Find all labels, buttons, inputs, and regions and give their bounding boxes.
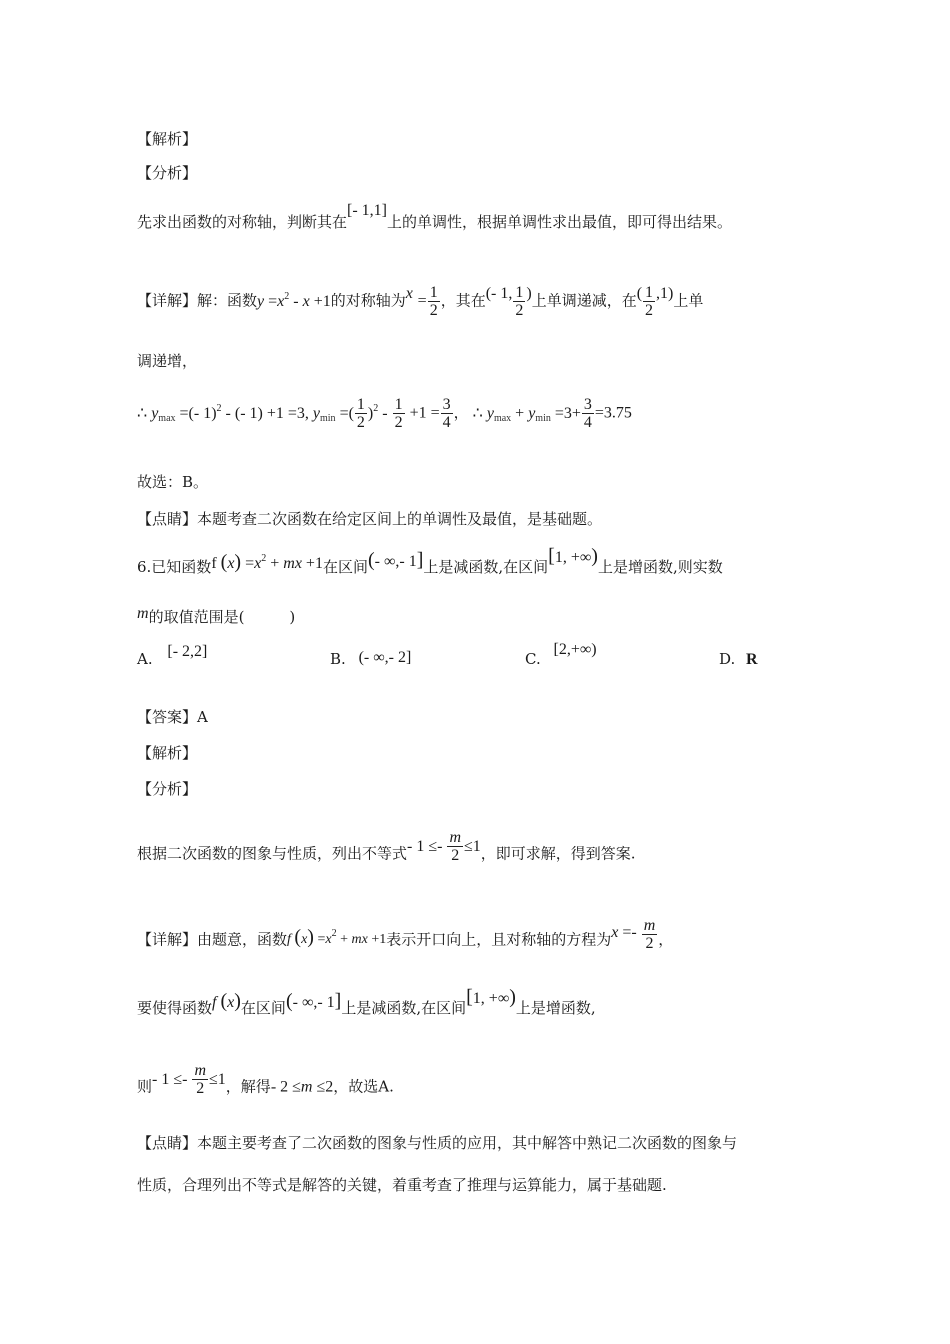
option-label: C. — [525, 650, 541, 668]
option-label: B. — [330, 650, 346, 668]
section-jiexi-2: 【解析】 — [137, 744, 198, 762]
math-interval-2: ( — [636, 284, 643, 302]
math-interval-dec: (- ∞,- 1] — [367, 549, 424, 571]
math-fraction: $\frac{1}{2}$ — [515, 284, 524, 319]
option-label: D. — [719, 650, 736, 668]
option-a[interactable] — [137, 643, 208, 669]
text: 根据二次函数的图象与性质，列出不等式 — [137, 844, 408, 863]
text: ，故选A. — [333, 1077, 394, 1096]
text: ，其在 — [440, 291, 486, 310]
text: 上是增函数,则实数 — [597, 558, 723, 576]
section-jiexi: 【解析】 — [137, 130, 198, 148]
option-b[interactable] — [330, 650, 411, 669]
text: 则 — [137, 1077, 153, 1096]
math-fraction: $\frac{m}{2}$ — [194, 1062, 207, 1097]
text: 表示开口向上，且对称轴的方程为 — [386, 930, 612, 949]
dianjing-2-line1: 【点睛】本题主要考查了二次函数的图象与性质的应用，其中解答中熟记二次函数的图象与 — [137, 1134, 738, 1152]
text: 的取值范围是( ) — [148, 608, 296, 626]
math-interval-inc: [1, +∞) — [466, 986, 516, 1008]
math-function: $y =x^2 - x +1$ — [257, 290, 331, 310]
option-label: A. — [137, 650, 153, 668]
math-fraction: $\frac{m}{2}$ — [643, 917, 656, 952]
fenxi-text: 先求出函数的对称轴，判断其在 — [137, 213, 348, 231]
math-fx: f $(x) =x^2$ + mx +1 — [287, 925, 387, 948]
text: 上是减函数,在区间 — [341, 999, 467, 1017]
math-interval-1: (- 1, — [485, 284, 513, 302]
math-interval: [- 1,1] — [347, 202, 387, 219]
option-value: [2,+∞) — [553, 641, 597, 658]
fenxi-paragraph — [137, 202, 733, 233]
option-d[interactable] — [719, 650, 758, 669]
option-c[interactable] — [525, 641, 597, 669]
question-6-stem — [137, 545, 723, 578]
xiangjie-paragraph: 【详解】解：函数$y =x^2 - x +1$的对称轴为x = $\frac{1}{2}$ ，其在(- 1, $\frac{1}{2}$ )上单调递减，在( $\frac{1}{2}$ ,1)上单 — [137, 284, 704, 319]
section-fenxi-2: 【分析】 — [137, 780, 198, 798]
math-fraction: $\frac{1}{2}$ — [394, 396, 403, 431]
yao-paragraph — [137, 986, 596, 1019]
math-m: m — [137, 605, 149, 622]
math-interval-dec: (- ∞,- 1] — [285, 990, 342, 1012]
math-fraction: $\frac{3}{4}$ — [442, 396, 451, 431]
math-interval-inc: [1, +∞) — [548, 545, 598, 567]
math-fraction: $\frac{m}{2}$ — [449, 829, 462, 864]
fenxi-paragraph-2: 根据二次函数的图象与性质，列出不等式- 1 ≤- $\frac{m}{2}$ ≤1，即可求解，得到答案. — [137, 829, 636, 864]
math-computation: ∴ $y_{max}$ =(- 1)$^2$ - (- 1) +1 =3, $y_{min}$ =( $\frac{1}{2}$ )$^2$ - $\frac{1}{2}$ +1 = $\frac{3}{4}$ ， ∴ $y_{max} + y_{min} =3+$ $\frac{3}{4}$ =3.75 — [137, 396, 632, 431]
text: 上是增函数, — [515, 999, 596, 1017]
option-value: R — [746, 651, 758, 668]
text: ， — [658, 930, 674, 949]
xiangjie-paragraph-2: 【详解】由题意，函数f $(x) =x^2$ + mx +1表示开口向上，且对称轴的方程为x =- $\frac{m}{2}$ ， — [137, 917, 674, 952]
text: 在区间 — [240, 999, 286, 1017]
question-6-line2 — [137, 607, 295, 628]
math-ineq: - 1 ≤- — [152, 1070, 192, 1088]
ze-paragraph: 则- 1 ≤- $\frac{m}{2}$ ≤1，解得- 2 ≤m ≤2，故选A. — [137, 1062, 394, 1097]
section-fenxi: 【分析】 — [137, 164, 198, 182]
math-fraction: $\frac{3}{4}$ — [583, 396, 592, 431]
text: 解：函数 — [197, 291, 258, 310]
fenxi-text-tail: 上的单调性，根据单调性求出最值，即可得出结果。 — [387, 213, 733, 231]
math-fraction: $\frac{1}{2}$ — [356, 396, 365, 431]
guxuan: 故选：B。 — [137, 473, 209, 491]
dianjing-2-line2: 性质，合理列出不等式是解答的关键，着重考查了推理与运算能力，属于基础题. — [137, 1176, 667, 1194]
option-value: (- ∞,- 2] — [358, 649, 412, 666]
math-fx: f $(x) =x^2$ + mx +1 — [211, 551, 323, 573]
math-fraction: $\frac{1}{2}$ — [645, 284, 654, 319]
dianjing-1: 【点睛】本题考查二次函数在给定区间上的单调性及最值，是基础题。 — [137, 510, 603, 528]
option-value: [- 2,2] — [167, 643, 208, 660]
text: ，即可求解，得到答案. — [480, 844, 636, 863]
text: 【详解】由题意，函数 — [137, 930, 288, 949]
text: 6.已知函数 — [137, 558, 212, 576]
text: 上是减函数,在区间 — [423, 558, 549, 576]
text: 上单调递减，在 — [531, 291, 637, 310]
math-fx: f (x) — [212, 990, 241, 1012]
math-ymax-line: ∴ $y_{max}$ =(- 1)$^2$ - (- 1) +1 =3, $y_{min}$ =( — [137, 402, 354, 424]
text: 的对称轴为 — [330, 291, 406, 310]
math-x: x — [611, 923, 619, 941]
text: ，解得 — [225, 1077, 271, 1096]
text: 在区间 — [322, 558, 368, 576]
answer: 【答案】A — [137, 708, 208, 726]
math-fraction: $\frac{1}{2}$ — [429, 284, 438, 319]
text: 上单 — [673, 291, 704, 310]
text: 要使得函数 — [137, 999, 213, 1017]
xiangjie-label: 【详解】 — [137, 291, 198, 310]
math-axis: x — [405, 284, 413, 302]
xiangjie-line2: 调递增， — [137, 352, 198, 370]
math-result: - 2 ≤m ≤2 — [270, 1078, 334, 1096]
math-ineq: - 1 ≤- — [407, 837, 447, 855]
